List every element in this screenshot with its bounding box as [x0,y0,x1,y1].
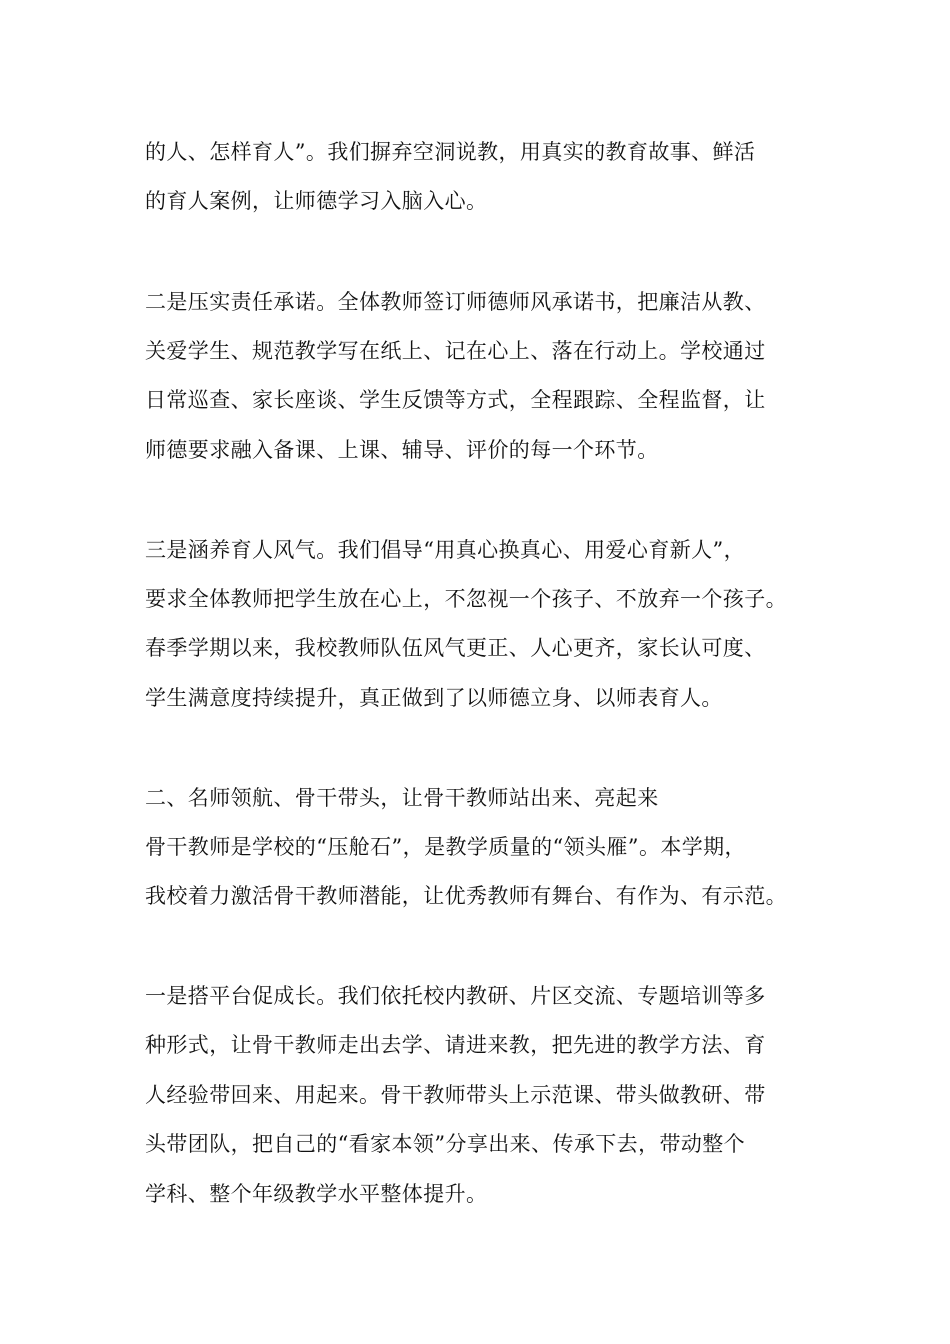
paragraph-line: 种形式，让骨干教师走出去学、请进来教，把先进的教学方法、育 [145,1033,766,1057]
paragraph-line: 三是涵养育人风气。我们倡导“用真心换真心、用爱心育新人”， [145,538,746,562]
paragraph-line: 学科、整个年级教学水平整体提升。 [145,1182,488,1206]
paragraph-line: 的人、怎样育人”。我们摒弃空洞说教，用真实的教育故事、鲜活 [145,140,756,164]
paragraph-line: 关爱学生、规范教学写在纸上、记在心上、落在行动上。学校通过 [145,339,766,363]
paragraph-line: 日常巡查、家长座谈、学生反馈等方式，全程跟踪、全程监督，让 [145,388,766,412]
paragraph-line: 我校着力激活骨干教师潜能，让优秀教师有舞台、有作为、有示范。 [145,884,787,908]
paragraph-line: 春季学期以来，我校教师队伍风气更正、人心更齐，家长认可度、 [145,636,766,660]
paragraph-line: 学生满意度持续提升，真正做到了以师德立身、以师表育人。 [145,686,723,710]
paragraph-line: 要求全体教师把学生放在心上，不忽视一个孩子、不放弃一个孩子。 [145,587,787,611]
paragraph-line: 头带团队，把自己的“看家本领”分享出来、传承下去，带动整个 [145,1132,746,1156]
paragraph-line: 人经验带回来、用起来。骨干教师带头上示范课、带头做教研、带 [145,1083,766,1107]
paragraph-line: 的育人案例，让师德学习入脑入心。 [145,189,488,213]
paragraph-line: 师德要求融入备课、上课、辅导、评价的每一个环节。 [145,438,659,462]
paragraph-line: 二是压实责任承诺。全体教师签订师德师风承诺书，把廉洁从教、 [145,290,766,314]
paragraph-line: 一是搭平台促成长。我们依托校内教研、片区交流、专题培训等多 [145,984,766,1008]
paragraph-line: 骨干教师是学校的“压舱石”，是教学质量的“领头雁”。本学期， [145,835,746,859]
section-heading: 二、名师领航、骨干带头，让骨干教师站出来、亮起来 [145,786,659,810]
